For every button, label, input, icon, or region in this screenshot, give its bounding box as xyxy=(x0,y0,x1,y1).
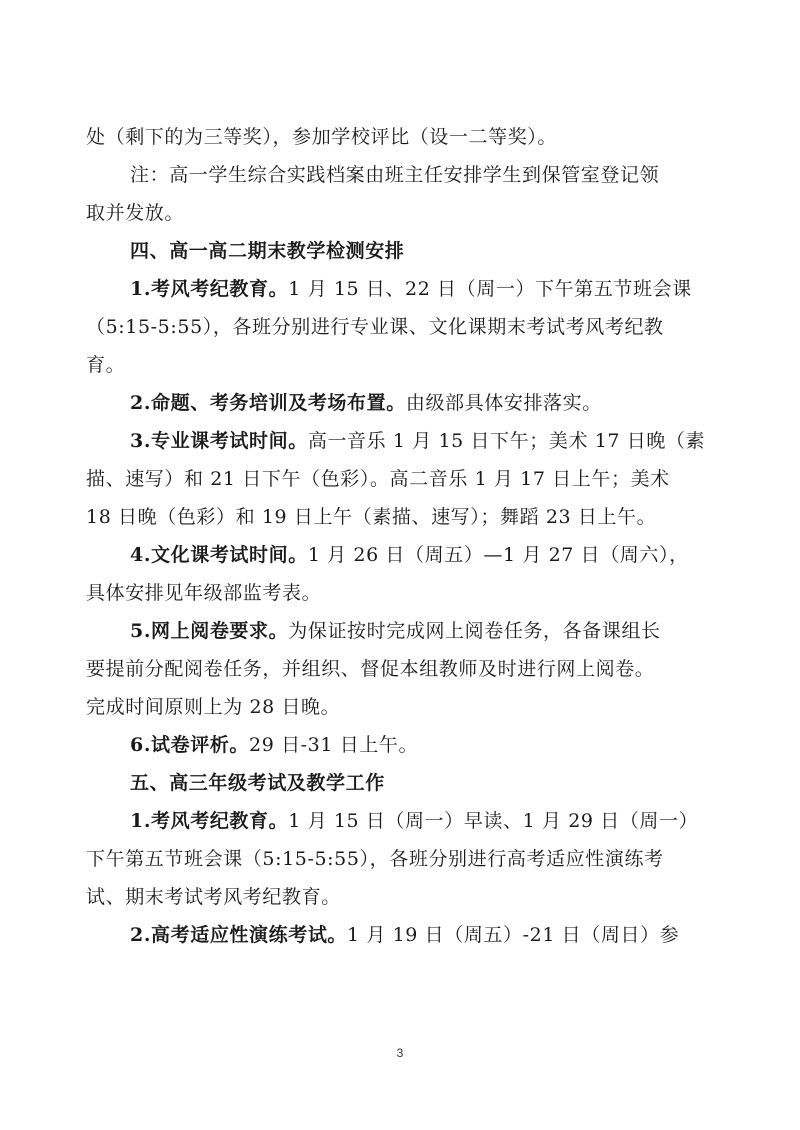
line-text: 处（剩下的为三等奖），参加学校评比（设一二等奖）。 xyxy=(86,126,558,148)
section-heading xyxy=(86,764,716,802)
document-body xyxy=(86,118,716,954)
item-line xyxy=(86,422,716,460)
line-text: 具体安排见年级部监考表。 xyxy=(86,582,322,604)
item-line xyxy=(86,916,716,954)
text-line xyxy=(86,650,716,688)
text-line xyxy=(86,118,716,156)
text-line xyxy=(86,498,716,536)
line-text: 育。 xyxy=(86,354,126,376)
line-text: （5:15-5:55），各班分别进行专业课、文化课期末考试考风考纪教 xyxy=(86,316,664,338)
item-title: 2.命题、考务培训及考场布置。 xyxy=(130,392,406,414)
item-title: 5.网上阅卷要求。 xyxy=(130,620,289,642)
item-text: 29 日-31 日上午。 xyxy=(249,734,419,756)
item-title: 4.文化课考试时间。 xyxy=(130,544,308,566)
line-text: 18 日晚（色彩）和 19 日上午（素描、速写）；舞蹈 23 日上午。 xyxy=(86,506,657,528)
section-heading xyxy=(86,232,716,270)
text-line xyxy=(86,688,716,726)
text-line xyxy=(86,346,716,384)
heading-text: 五、高三年级考试及教学工作 xyxy=(130,772,385,794)
item-title: 6.试卷评析。 xyxy=(130,734,250,756)
text-line xyxy=(86,574,716,612)
item-line xyxy=(86,270,716,308)
text-line xyxy=(86,460,716,498)
text-line xyxy=(86,840,716,878)
text-line xyxy=(86,878,716,916)
item-text: 高一音乐 1 月 15 日下午；美术 17 日晚（素 xyxy=(307,430,706,452)
item-line xyxy=(86,802,716,840)
line-text: 完成时间原则上为 28 日晚。 xyxy=(86,696,341,718)
note-line xyxy=(86,156,716,194)
item-line xyxy=(86,726,716,764)
heading-text: 四、高一高二期末教学检测安排 xyxy=(130,240,405,262)
item-line xyxy=(86,612,716,650)
text-line xyxy=(86,308,716,346)
line-text: 下午第五节班会课（5:15-5:55），各班分别进行高考适应性演练考 xyxy=(86,848,664,870)
item-line xyxy=(86,384,716,422)
line-text: 要提前分配阅卷任务，并组织、督促本组教师及时进行网上阅卷。 xyxy=(86,658,655,680)
item-line xyxy=(86,536,716,574)
page-number: 3 xyxy=(396,1046,404,1060)
line-text: 试、期末考试考风考纪教育。 xyxy=(86,886,341,908)
line-text: 取并发放。 xyxy=(86,202,185,224)
item-text: 1 月 15 日、22 日（周一）下午第五节班会课 xyxy=(288,278,692,300)
item-title: 2.高考适应性演练考试。 xyxy=(130,924,348,946)
item-text: 1 月 26 日（周五）—1 月 27 日（周六）， xyxy=(307,544,689,566)
text-line xyxy=(86,194,716,232)
item-text: 由级部具体安排落实。 xyxy=(405,392,602,414)
item-text: 1 月 15 日（周一）早读、1 月 29 日（周一） xyxy=(288,810,699,832)
item-text: 为保证按时完成网上阅卷任务，各备课组长 xyxy=(288,620,661,642)
item-text: 1 月 19 日（周五）-21 日（周日）参 xyxy=(347,924,680,946)
line-text: 描、速写）和 21 日下午（色彩）。高二音乐 1 月 17 日上午；美术 xyxy=(86,468,670,490)
item-title: 1.考风考纪教育。 xyxy=(130,278,289,300)
item-title: 1.考风考纪教育。 xyxy=(130,810,289,832)
item-title: 3.专业课考试时间。 xyxy=(130,430,308,452)
line-text: 注：高一学生综合实践档案由班主任安排学生到保管室登记领 xyxy=(130,164,660,186)
